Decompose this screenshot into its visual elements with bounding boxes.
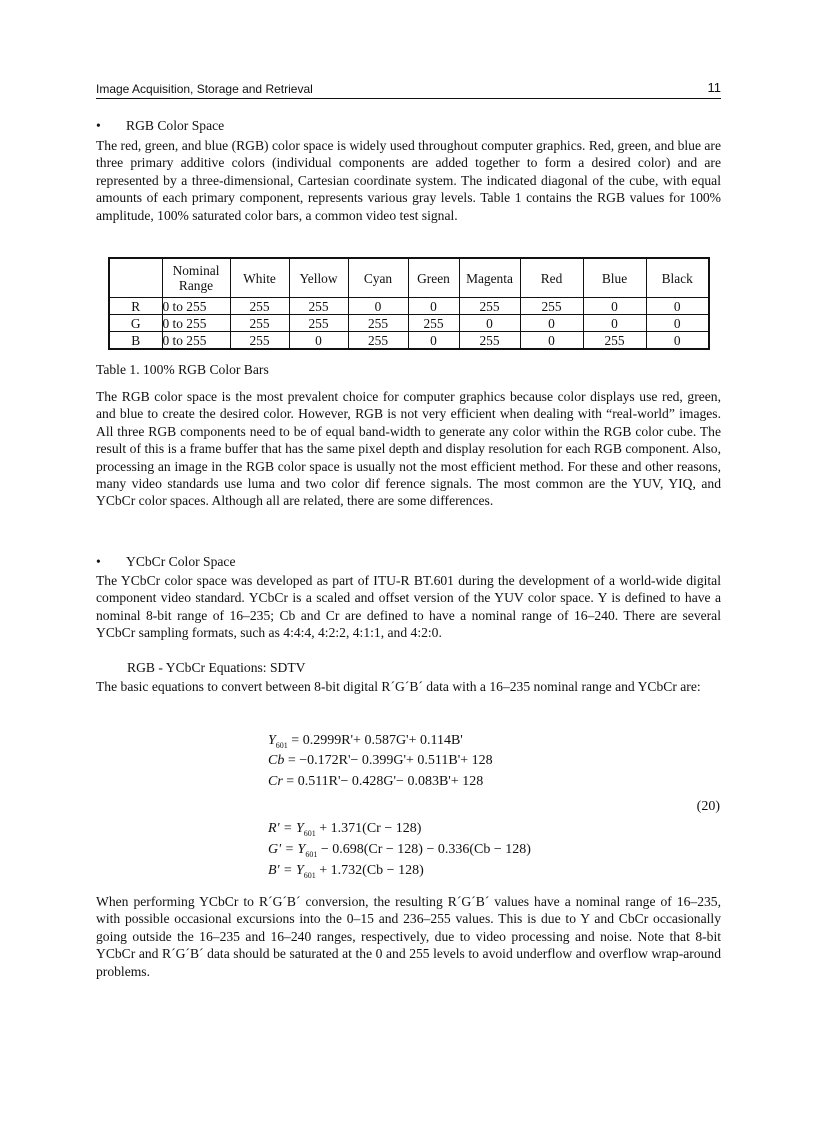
table-cell: 255 — [289, 315, 348, 332]
table-header-cell: Blue — [583, 258, 646, 298]
table-cell: 255 — [520, 298, 583, 315]
equation-g-prime: $G' = Y_{601} - 0.698(Cr - 128) - 0.336(Cb - 128)$ — [268, 842, 531, 859]
equation-b-prime: $B' = Y_{601} + 1.732(Cb - 128)$ — [268, 863, 424, 880]
table-header-cell: White — [230, 258, 289, 298]
table-cell: 0 — [646, 298, 709, 315]
table-row — [109, 298, 709, 315]
table-cell: 255 — [408, 315, 459, 332]
table-cell: 0 — [520, 315, 583, 332]
table-header-cell: Magenta — [459, 258, 520, 298]
equations-subheading: RGB - YCbCr Equations: SDTV — [127, 660, 306, 675]
table-cell: 255 — [230, 315, 289, 332]
table-header-cell — [109, 258, 162, 298]
table-cell: 255 — [459, 332, 520, 350]
heading-rgb-color-space: RGB Color Space — [126, 118, 225, 133]
equation-r-prime: $R' = Y_{601} + 1.371(Cr - 128)$ — [268, 821, 422, 838]
table-header-cell: Yellow — [289, 258, 348, 298]
rgb-intro-paragraph: The red, green, and blue (RGB) color space is widely used throughout computer graphics. Red, green, and blue are three primary additive colors (individual components are added together to form a desired color) and are represented by a three-dimensional, Cartesian coordinate system. The indicated diagonal of the cube, with equal amounts of each primary component, represents various gray levels. Table 1 contains the RGB values for 100% amplitude, 100% saturated color bars, a common video test signal. — [96, 138, 721, 223]
table-cell: 255 — [289, 298, 348, 315]
table-cell: 0 — [646, 315, 709, 332]
equation-number: (20) — [696, 799, 720, 814]
table-row — [109, 315, 709, 332]
table-cell: 0 — [459, 315, 520, 332]
page-number: 11 — [707, 80, 721, 95]
table-cell: 255 — [348, 332, 408, 350]
table-cell: 0 — [583, 315, 646, 332]
table-header-cell: Cyan — [348, 258, 408, 298]
table-header-cell: Nominal Range — [162, 258, 230, 298]
table-cell: 255 — [230, 298, 289, 315]
table-cell: 255 — [230, 332, 289, 350]
running-title: Image Acquisition, Storage and Retrieval — [96, 82, 313, 96]
table-caption: Table 1. 100% RGB Color Bars — [96, 362, 269, 377]
table-cell: G — [109, 315, 162, 332]
table-cell: 0 — [348, 298, 408, 315]
table-header-cell: Red — [520, 258, 583, 298]
table-cell: 0 to 255 — [162, 315, 230, 332]
bullet-marker: • — [96, 554, 101, 569]
conversion-paragraph: When performing YCbCr to R´G´B´ conversion, the resulting R´G´B´ values have a nominal range of 16–235, with possible occasional excursions into the 0–15 and 236–255 values. This is due to Y and CbCr occasionally going outside the 16–235 and 16–240 ranges, respectively, due to video processing and noise. Note that 8-bit YCbCr and R´G´B´ data should be saturated at the 0 and 255 levels to avoid underflow and overflow wrap-around problems. — [96, 894, 721, 979]
table-cell: R — [109, 298, 162, 315]
bullet-marker: • — [96, 118, 101, 133]
table-cell: B — [109, 332, 162, 350]
equation-cr: Cr = 0.511R'− 0.428G'− 0.083B'+ 128 — [268, 774, 484, 789]
rgb-discussion-paragraph: The RGB color space is the most prevalent choice for computer graphics because color displays use red, green, and blue to create the desired color. However, RGB is not very efficient when dealing with “real-world” images. All three RGB components need to be of equal band-width to generate any color within the RGB color cube. The result of this is a frame buffer that has the same pixel depth and display resolution for each RGB component. Also, processing an image in the RGB color space is usually not the most efficient method. For these and other reasons, many video standards use luma and two color dif ference signals. The most common are the YUV, YIQ, and YCbCr color spaces. Although all are related, there are some differences. — [96, 389, 721, 509]
equation-cb: Cb = −0.172R'− 0.399G'+ 0.511B'+ 128 — [268, 753, 493, 768]
equations-intro: The basic equations to convert between 8-bit digital R´G´B´ data with a 16–235 nominal range and YCbCr are: — [96, 679, 701, 694]
table-row — [109, 332, 709, 350]
table-cell: 255 — [583, 332, 646, 350]
table-cell: 0 — [646, 332, 709, 350]
table-cell: 0 to 255 — [162, 298, 230, 315]
table-header-cell: Black — [646, 258, 709, 298]
rgb-color-bars-table — [108, 257, 710, 350]
table-header-cell: Green — [408, 258, 459, 298]
running-header — [96, 80, 721, 99]
table-cell: 0 to 255 — [162, 332, 230, 350]
table-cell: 0 — [289, 332, 348, 350]
table-cell: 0 — [583, 298, 646, 315]
heading-ycbcr-color-space: YCbCr Color Space — [126, 554, 236, 569]
table-cell: 0 — [408, 298, 459, 315]
table-cell: 0 — [408, 332, 459, 350]
table-header-row — [109, 258, 709, 298]
ycbcr-paragraph: The YCbCr color space was developed as part of ITU-R BT.601 during the development of a world-wide digital component video standard. YCbCr is a scaled and offset version of the YUV color space. Y is defined to have a nominal 8-bit range of 16–235; Cb and Cr are defined to have a nominal range of 16–240. There are several YCbCr sampling formats, such as 4:4:4, 4:2:2, 4:1:1, and 4:2:0. — [96, 573, 721, 641]
table-cell: 255 — [348, 315, 408, 332]
table-cell: 0 — [520, 332, 583, 350]
equation-y601: $Y_{601} = 0.2999R'+ 0.587G'+ 0.114B'$ — [268, 733, 463, 750]
table-cell: 255 — [459, 298, 520, 315]
